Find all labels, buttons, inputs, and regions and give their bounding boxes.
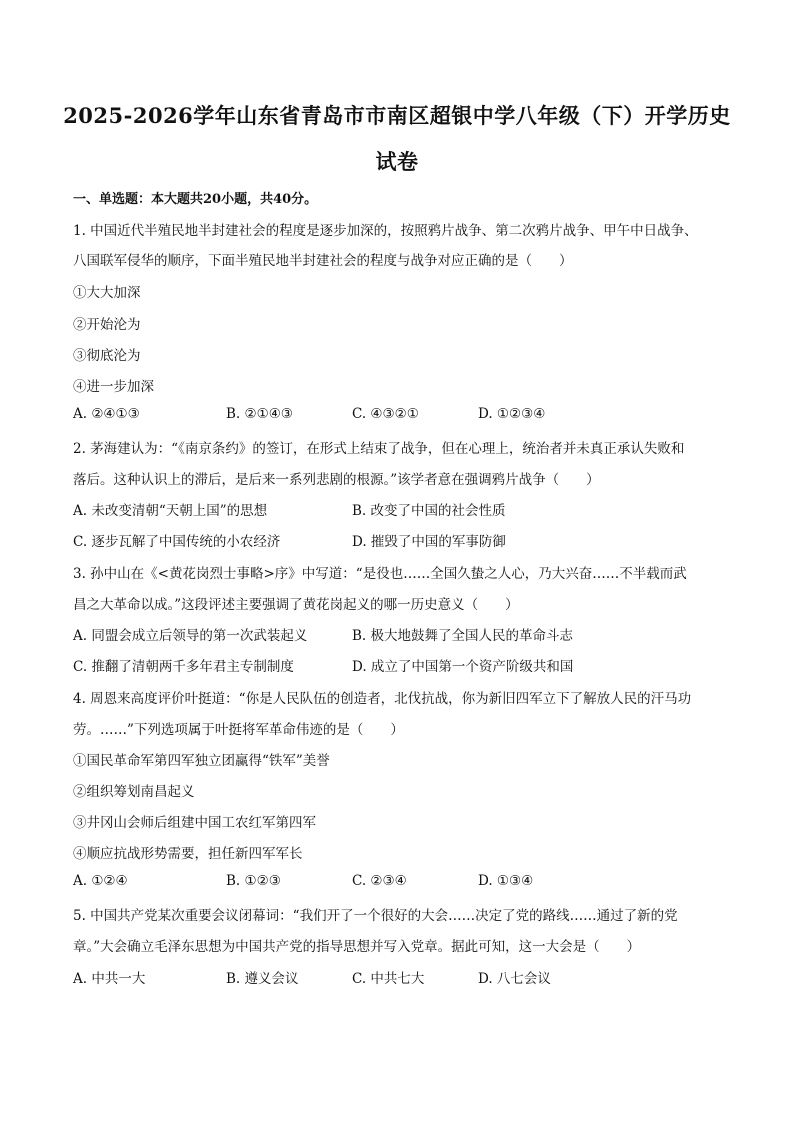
q3-option-a[interactable]: A. 同盟会成立后领导的第一次武装起义 xyxy=(73,628,308,644)
q2-option-c[interactable]: C. 逐步瓦解了中国传统的小农经济 xyxy=(73,534,281,550)
q4-stem-line-2: 劳。……”下列选项属于叶挺将军革命伟迹的是（ ） xyxy=(73,722,404,738)
q1-item-4: ④进一步加深 xyxy=(73,379,154,395)
q5-option-b[interactable]: B. 遵义会议 xyxy=(226,971,299,987)
q5-option-d[interactable]: D. 八七会议 xyxy=(478,971,551,987)
q4-option-a[interactable]: A. ①②④ xyxy=(73,873,128,889)
section-heading: 一、单选题：本大题共20小题，共40分。 xyxy=(73,192,318,207)
q1-item-3: ③彻底沦为 xyxy=(73,348,141,364)
q2-option-d[interactable]: D. 摧毁了中国的军事防御 xyxy=(352,534,506,550)
q4-option-d[interactable]: D. ①③④ xyxy=(478,873,534,889)
q3-option-c[interactable]: C. 推翻了清朝两千多年君主专制制度 xyxy=(73,659,294,675)
q4-stem-line-1: 4. 周恩来高度评价叶挺道：“你是人民队伍的创造者，北伐抗战，你为新旧四军立下了解放人民的汗马功 xyxy=(73,691,692,707)
q2-option-b[interactable]: B. 改变了中国的社会性质 xyxy=(352,503,506,519)
q4-option-b[interactable]: B. ①②③ xyxy=(226,873,281,889)
q2-stem-line-2: 落后。这种认识上的滞后，是后来一系列悲剧的根源。”该学者意在强调鸦片战争（ ） xyxy=(73,472,600,488)
q3-stem-line-2: 昌之大革命以成。”这段评述主要强调了黄花岗起义的哪一历史意义（ ） xyxy=(73,597,519,613)
q1-option-d[interactable]: D. ①②③④ xyxy=(478,406,546,422)
q1-option-b[interactable]: B. ②①④③ xyxy=(226,406,293,422)
q2-stem-line-1: 2. 茅海建认为：“《南京条约》的签订，在形式上结束了战争，但在心理上，统治者并未真正承认失败和 xyxy=(73,441,685,457)
q3-option-d[interactable]: D. 成立了中国第一个资产阶级共和国 xyxy=(352,659,574,675)
q4-item-1: ①国民革命军第四军独立团赢得“铁军”美誉 xyxy=(73,753,330,769)
q3-stem-line-1: 3. 孙中山在《<黄花岗烈士事略>序》中写道：“是役也……全国久蛰之人心，乃大兴奋……不半载而武 xyxy=(73,566,687,582)
q1-stem-line-2: 八国联军侵华的顺序，下面半殖民地半封建社会的程度与战争对应正确的是（ ） xyxy=(73,253,573,269)
q4-item-4: ④顺应抗战形势需要，担任新四军军长 xyxy=(73,846,303,862)
q1-option-a[interactable]: A. ②④①③ xyxy=(73,406,140,422)
q1-stem-line-1: 1. 中国近代半殖民地半封建社会的程度是逐步加深的，按照鸦片战争、第二次鸦片战争、甲午中日战争、 xyxy=(73,223,698,239)
q1-item-1: ①大大加深 xyxy=(73,285,141,301)
q4-item-2: ②组织筹划南昌起义 xyxy=(73,784,195,800)
q3-option-b[interactable]: B. 极大地鼓舞了全国人民的革命斗志 xyxy=(352,628,574,644)
q1-item-2: ②开始沦为 xyxy=(73,317,141,333)
q5-option-c[interactable]: C. 中共七大 xyxy=(352,971,425,987)
q2-option-a[interactable]: A. 未改变清朝“天朝上国”的思想 xyxy=(73,503,268,519)
q1-option-c[interactable]: C. ④③②① xyxy=(352,406,419,422)
q4-item-3: ③井冈山会师后组建中国工农红军第四军 xyxy=(73,815,316,831)
q5-stem-line-2: 章。”大会确立毛泽东思想为中国共产党的指导思想并写入党章。据此可知，这一大会是（ ） xyxy=(73,939,641,955)
q5-stem-line-1: 5. 中国共产党某次重要会议闭幕词：“我们开了一个很好的大会……决定了党的路线……通过了新的党 xyxy=(73,908,678,924)
q5-option-a[interactable]: A. 中共一大 xyxy=(73,971,146,987)
exam-title-line-2: 试卷 xyxy=(375,149,419,174)
q4-option-c[interactable]: C. ②③④ xyxy=(352,873,407,889)
exam-title-line-1: 2025-2026学年山东省青岛市市南区超银中学八年级（下）开学历史 xyxy=(63,103,731,128)
